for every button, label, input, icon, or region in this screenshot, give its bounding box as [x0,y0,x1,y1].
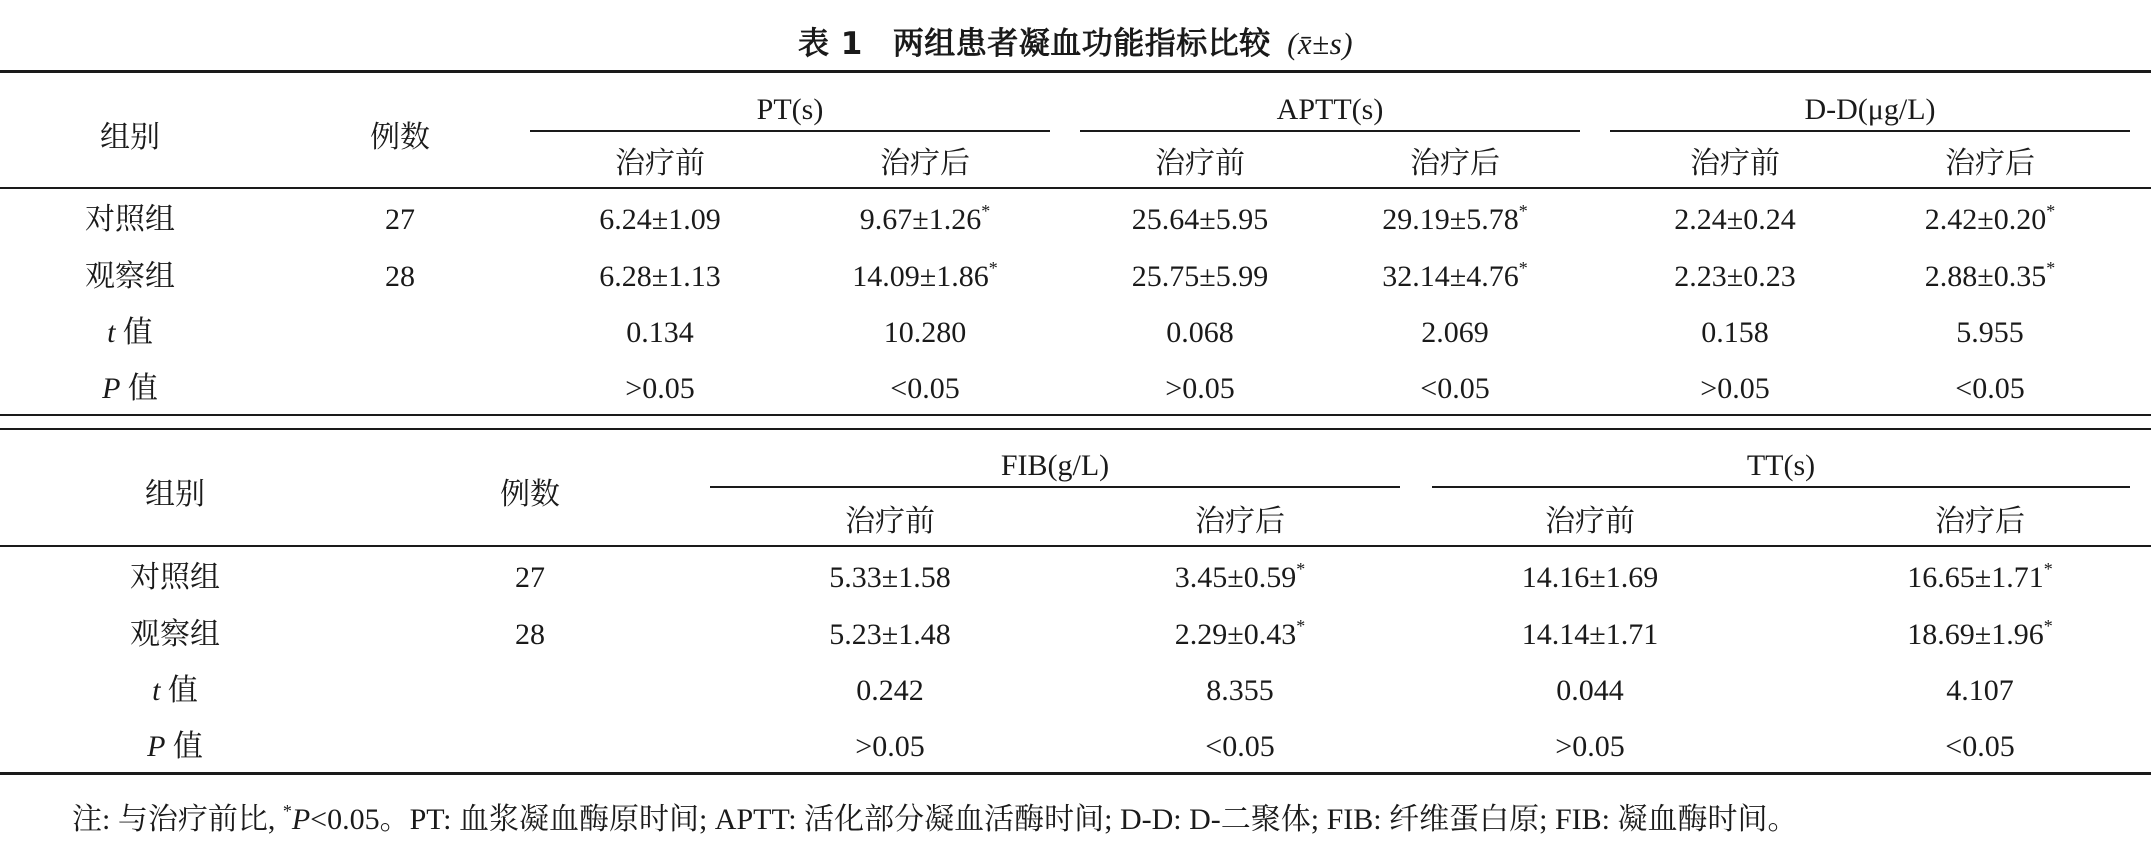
table1-row-cases: 28 [385,260,415,293]
table2-cell [1850,617,2110,653]
table-title [0,18,2151,63]
footnote-prefix: 注: 与治疗前比, [72,803,283,836]
footnote-p-symbol: P [291,803,311,836]
table-number: 表 1 [797,26,863,62]
footnote-text: <0.05。PT: 血浆凝血酶原时间; APTT: 活化部分凝血活酶时间; D-D: D-二聚体; FIB: 纤维蛋白原; FIB: 凝血酶时间。 [310,803,1798,836]
table1-row-label [60,315,200,351]
significance-mark: * [981,201,991,221]
table1-sub-header: 治疗后 [1410,147,1500,180]
table2-group-header: TT(s) [1746,449,1816,482]
stat-label: 值 [115,316,153,349]
significance-mark: * [2046,258,2056,278]
table2-row-cases: 28 [515,618,545,651]
table1-cell-value: 2.88±0.35 [1924,260,2047,293]
table2-cell: 14.16±1.69 [1521,561,1659,594]
table1-row-label [60,371,200,407]
table1-cell-value: 9.67±1.26 [859,203,982,236]
table2-row-cases: 27 [515,561,545,594]
significance-mark: * [282,801,292,821]
table1-header-rule [0,187,2151,189]
table-stat-notation: (x̄±s) [1287,26,1354,61]
table1-cell: 25.64±5.95 [1131,203,1269,236]
table2-cell: 14.14±1.71 [1521,618,1659,651]
table2-group-rule [710,486,1400,488]
table2-top-rule [0,428,2151,430]
table1-sub-header: 治疗前 [615,147,705,180]
table1-cell: >0.05 [1700,372,1770,405]
stat-label: 值 [165,730,203,763]
table2-bottom-rule [0,772,2151,775]
significance-mark: * [988,258,998,278]
table2-cell: 0.242 [856,674,924,707]
table1-group-header: PT(s) [756,93,824,126]
table1-cell [1880,259,2100,295]
table1-cell: 5.955 [1956,316,2024,349]
table2-sub-header: 治疗前 [845,505,935,538]
table2-cell-value: 3.45±0.59 [1174,561,1297,594]
significance-mark: * [1296,616,1306,636]
table1-cell [1345,259,1565,295]
table1-cell: 0.068 [1166,316,1234,349]
significance-mark: * [1518,258,1528,278]
table2-row-label: 观察组 [130,618,220,651]
table2-header-rule [0,545,2151,547]
table2-sub-header: 治疗前 [1545,505,1635,538]
stat-symbol: t [107,316,116,349]
table1-cell [1345,202,1565,238]
table2-cell: >0.05 [1555,730,1625,763]
table2-group-header: FIB(g/L) [1000,449,1110,482]
table1-row-cases: 27 [385,203,415,236]
significance-mark: * [1518,201,1528,221]
table2-cell: 4.107 [1946,674,2014,707]
table2-row-label [105,673,245,709]
table1-row-label: 对照组 [85,203,175,236]
table1-cell-value: 32.14±4.76 [1382,260,1519,293]
table1-cell [815,259,1035,295]
table1-cell: >0.05 [1165,372,1235,405]
significance-mark: * [1296,559,1306,579]
table1-group-header: APTT(s) [1276,93,1384,126]
table1-cell: <0.05 [1955,372,2025,405]
table1-cell: <0.05 [890,372,960,405]
table-footnote [72,802,1797,838]
table1-group-rule [1610,130,2130,132]
table2-cell: 5.33±1.58 [829,561,951,594]
table1-cell: 10.280 [883,316,967,349]
table1-cell: <0.05 [1420,372,1490,405]
table1-cell: 2.23±0.23 [1674,260,1796,293]
table1-top-rule [0,70,2151,73]
table1-group-header: D-D(μg/L) [1804,93,1936,126]
table1-sub-header: 治疗前 [1690,147,1780,180]
table2-header-cases: 例数 [500,478,560,511]
table2-cell: 5.23±1.48 [829,618,951,651]
table2-cell-value: 2.29±0.43 [1174,618,1297,651]
table2-row-label: 对照组 [130,561,220,594]
stat-label: 值 [120,372,158,405]
stat-symbol: P [102,372,121,405]
table2-group-rule [1432,486,2130,488]
table1-header-cases: 例数 [370,121,430,154]
table2-cell-value: 18.69±1.96 [1907,618,2044,651]
table1-cell-value: 29.19±5.78 [1382,203,1519,236]
table-caption: 两组患者凝血功能指标比较 [892,26,1271,62]
significance-mark: * [2043,616,2053,636]
table1-cell [1880,202,2100,238]
table1-cell: 6.28±1.13 [599,260,721,293]
table2-sub-header: 治疗后 [1935,505,2025,538]
table1-row-label: 观察组 [85,260,175,293]
table1-group-rule [530,130,1050,132]
table1-cell: 25.75±5.99 [1131,260,1269,293]
table2-sub-header: 治疗后 [1195,505,1285,538]
table1-sub-header: 治疗后 [1945,147,2035,180]
table1-cell: 2.24±0.24 [1674,203,1796,236]
table2-row-label [105,729,245,765]
stat-symbol: P [147,730,166,763]
table1-sub-header: 治疗后 [880,147,970,180]
significance-mark: * [2046,201,2056,221]
table1-cell: 6.24±1.09 [599,203,721,236]
stat-symbol: t [152,674,161,707]
table1-cell [815,202,1035,238]
table2-cell: >0.05 [855,730,925,763]
table2-cell-value: 16.65±1.71 [1907,561,2044,594]
table2-cell: <0.05 [1205,730,1275,763]
table1-cell-value: 2.42±0.20 [1924,203,2047,236]
table2-cell [1110,617,1370,653]
table1-cell-value: 14.09±1.86 [852,260,989,293]
table1-cell: 2.069 [1421,316,1489,349]
significance-mark: * [2043,559,2053,579]
table2-cell: 0.044 [1556,674,1624,707]
table1-cell: 0.158 [1701,316,1769,349]
table1-cell: >0.05 [625,372,695,405]
table2-cell [1850,560,2110,596]
table1-cell: 0.134 [626,316,694,349]
table1-header-group: 组别 [100,121,160,154]
table1-bottom-rule [0,414,2151,416]
table2-cell: 8.355 [1206,674,1274,707]
table2-header-group: 组别 [145,478,205,511]
table1-sub-header: 治疗前 [1155,147,1245,180]
table1-group-rule [1080,130,1580,132]
table2-cell: <0.05 [1945,730,2015,763]
stat-label: 值 [160,674,198,707]
table2-cell [1110,560,1370,596]
